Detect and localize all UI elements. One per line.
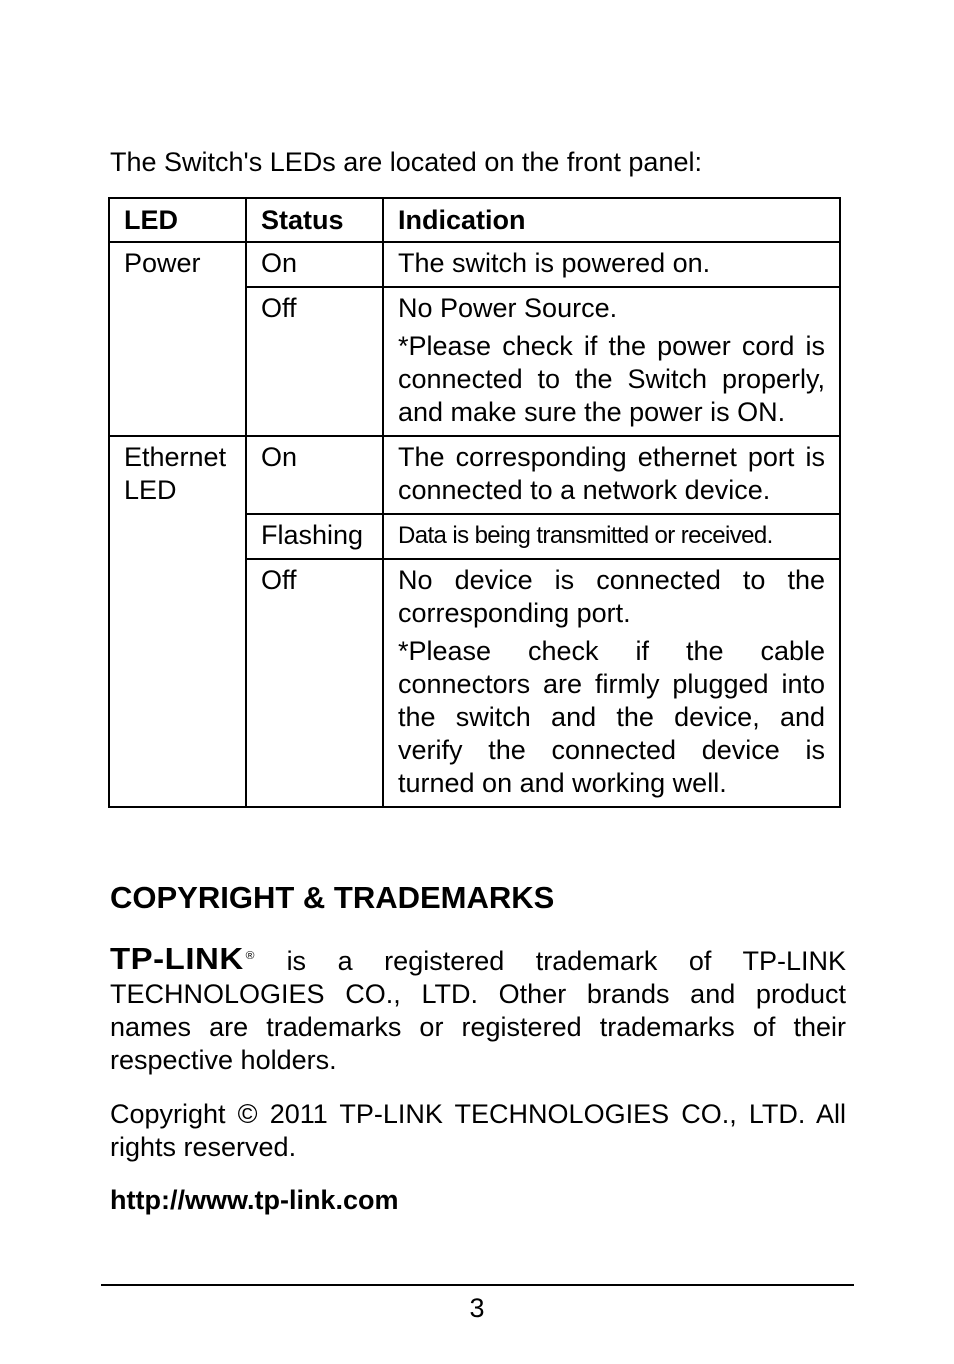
status-cell: On bbox=[246, 242, 383, 287]
led-power-cell: Power bbox=[109, 242, 246, 436]
indication-note: *Please check if the cable connectors are firmly plugged into the switch and the device, and verify the connected device is turned on and working well. bbox=[398, 636, 825, 798]
section-title: COPYRIGHT & TRADEMARKS bbox=[110, 880, 555, 915]
status-cell: On bbox=[246, 436, 383, 514]
led-ethernet-cell: Ethernet LED bbox=[109, 436, 246, 807]
header-led: LED bbox=[109, 198, 246, 242]
intro-text: The Switch's LEDs are located on the front panel: bbox=[110, 147, 702, 177]
tp-link-logo bbox=[110, 941, 255, 976]
indication-text: Data is being transmitted or received. bbox=[398, 522, 773, 549]
website-link[interactable]: http://www.tp-link.com bbox=[110, 1185, 399, 1215]
indication-text: The corresponding ethernet port is connected to a network device. bbox=[398, 442, 825, 505]
indication-cell bbox=[383, 559, 840, 807]
header-status: Status bbox=[246, 198, 383, 242]
indication-text: No Power Source. bbox=[398, 293, 618, 323]
page-number: 3 bbox=[469, 1293, 485, 1323]
indication-text: The switch is powered on. bbox=[398, 248, 711, 278]
indication-cell bbox=[383, 514, 840, 559]
trademark-text: is a registered trademark of TP-LINK TECHNOLOGIES CO., LTD. Other brands and product names are trademarks or registered trademarks of their respective holders. bbox=[110, 946, 846, 1075]
table-row bbox=[109, 242, 840, 287]
footer-divider bbox=[101, 1284, 854, 1286]
status-cell: Off bbox=[246, 559, 383, 807]
trademark-paragraph bbox=[110, 941, 846, 1077]
copyright-paragraph: Copyright © 2011 TP-LINK TECHNOLOGIES CO., LTD. All rights reserved. bbox=[110, 1099, 846, 1162]
indication-note: *Please check if the power cord is connected to the Switch properly, and make sure the power is ON. bbox=[398, 331, 825, 427]
indication-text: No device is connected to the corresponding port. bbox=[398, 565, 825, 628]
status-cell: Flashing bbox=[246, 514, 383, 559]
status-cell: Off bbox=[246, 287, 383, 436]
indication-cell bbox=[383, 242, 840, 287]
led-table bbox=[108, 197, 841, 808]
indication-cell bbox=[383, 287, 840, 436]
registered-mark: ® bbox=[245, 948, 255, 962]
table-header-row bbox=[109, 198, 840, 242]
logo-text: TP-LINK bbox=[110, 941, 244, 976]
indication-cell bbox=[383, 436, 840, 514]
table-row bbox=[109, 436, 840, 514]
header-indication: Indication bbox=[383, 198, 840, 242]
